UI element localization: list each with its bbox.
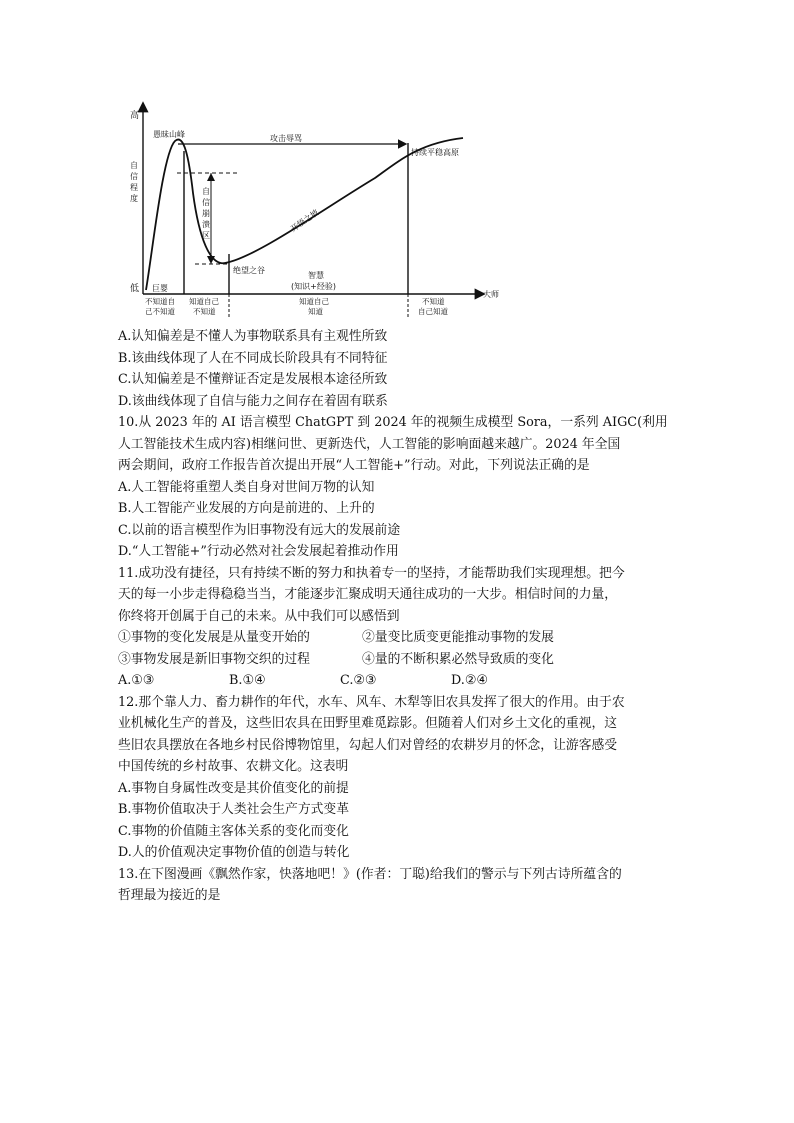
stage-1-line1: 不知道自 [145,297,175,306]
q11-item-2: ②量变比质变更能推动事物的发展 [362,630,554,645]
q9-option-a: A.认知偏差是不懂人为事物联系具有主观性所致 [118,329,388,344]
valley-label: 绝望之谷 [233,266,265,275]
collapse-label-1: 自 [202,187,210,196]
confidence-curve [146,138,463,290]
stage-3-line2: 知道 [308,307,323,316]
q12-option-b: B.事物价值取决于人类社会生产方式变革 [118,802,350,817]
attack-label: 攻击辱骂 [270,134,302,143]
plateau-label: 持续平稳高原 [411,148,459,157]
q11-items-row-1 [118,627,683,649]
y-axis-title-2: 信 [130,172,138,181]
q12-stem-line-1: 12.那个靠人力、畜力耕作的年代，水车、风车、木犁等旧农具发挥了很大的作用。由于农 [118,694,625,710]
q10-option-c: C.以前的语言模型作为旧事物没有远大的发展前途 [118,522,401,538]
q11-choice-d: D.②④ [451,673,488,688]
q9-option-c: C.认知偏差是不懂辩证否定是发展根本途径所致 [118,372,388,387]
q11-item-3: ③事物发展是新旧事物交织的过程 [118,651,310,667]
q11-item-4: ④量的不断积累必然导致质的变化 [362,651,554,667]
collapse-label-3: 崩 [202,209,210,218]
q12-stem-line-2: 业机械化生产的普及，这些旧农具在田野里难觅踪影。但随着人们对乡土文化的重视，这 [118,716,618,731]
stage-4-line2: 自己知道 [418,307,448,316]
q11-stem-line-3: 你终将开创属于自己的未来。从中我们可以感悟到 [118,608,400,624]
collapse-label-2: 信 [202,198,210,207]
y-axis-title-4: 度 [130,194,138,203]
q11-item-1: ①事物的变化发展是从量变开始的 [118,630,310,645]
q9-option-b: B.该曲线体现了人在不同成长阶段具有不同特征 [118,350,388,366]
dunning-kruger-figure [115,98,505,320]
wisdom-label: 智慧 [308,271,324,280]
q10-option-d: D.“人工智能+”行动必然对社会发展起着推动作用 [118,544,399,559]
q11-choice-c: C.②③ [340,673,377,688]
y-high-label: 高 [130,111,140,121]
q10-stem-line-2: 人工智能技术生成内容)相继问世、更新迭代，人工智能的影响面越来越广。2024 年全国 [118,436,621,452]
q11-choice-a: A.①③ [118,673,155,688]
collapse-label-4: 溃 [202,220,210,229]
peak-label: 愚昧山峰 [153,130,185,139]
q9-option-d: D.该曲线体现了自信与能力之间存在着固有联系 [118,393,388,409]
q13-stem-line-1: 13.在下图漫画《飘然作家，快落地吧！》(作者：丁聪)给我们的警示与下列古诗所蕴含的 [118,866,622,882]
confidence-curve-diagram [115,98,505,320]
q12-option-d: D.人的价值观决定事物价值的创造与转化 [118,845,350,860]
slope-label: 开悟之坡 [288,207,321,234]
y-axis-title-3: 程 [130,183,138,192]
wisdom-sub-label: (知识+经验) [291,282,336,291]
q10-stem-line-1: 10.从 2023 年的 AI 语言模型 ChatGPT 到 2024 年的视频生成模型 Sora，一系列 AIGC(利用 [118,415,668,430]
q10-stem-line-3: 两会期间，政府工作报告首次提出开展“人工智能+”行动。对此，下列说法正确的是 [118,458,590,473]
giant-baby-label: 巨婴 [152,284,168,293]
q12-option-a: A.事物自身属性改变是其价值变化的前提 [118,780,349,796]
q11-items-row-2 [118,649,683,671]
q11-stem-line-2: 天的每一小步走得稳稳当当，才能逐步汇聚成明天通往成功的一大步。相信时间的力量， [118,587,618,602]
q12-option-c: C.事物的价值随主客体关系的变化而变化 [118,823,349,839]
q11-stem-line-1: 11.成功没有捷径，只有持续不断的努力和执着专一的坚持，才能帮助我们实现理想。把今 [118,565,625,581]
y-axis-title-1: 自 [130,161,138,170]
stage-2-line1: 知道自己 [189,297,219,306]
q13-stem-line-2: 哲理最为接近的是 [118,888,221,903]
x-end-label: 大师 [483,290,499,299]
q10-option-a: A.人工智能将重塑人类自身对世间万物的认知 [118,479,375,495]
y-low-label: 低 [130,284,140,294]
q12-stem-line-4: 中国传统的乡村故事、农耕文化。这表明 [118,759,349,774]
collapse-label-5: 区 [202,231,210,240]
stage-2-line2: 不知道 [193,307,216,316]
q11-choices-row [118,670,683,692]
stage-1-line2: 己不知道 [145,307,175,316]
stage-3-line1: 知道自己 [299,297,329,306]
q10-option-b: B.人工智能产业发展的方向是前进的、上升的 [118,501,375,516]
q12-stem-line-3: 些旧农具摆放在各地乡村民俗博物馆里，勾起人们对曾经的农耕岁月的怀念，让游客感受 [118,737,618,753]
q11-choice-b: B.①④ [229,673,266,688]
stage-4-line1: 不知道 [422,297,445,306]
question-text [118,326,683,907]
